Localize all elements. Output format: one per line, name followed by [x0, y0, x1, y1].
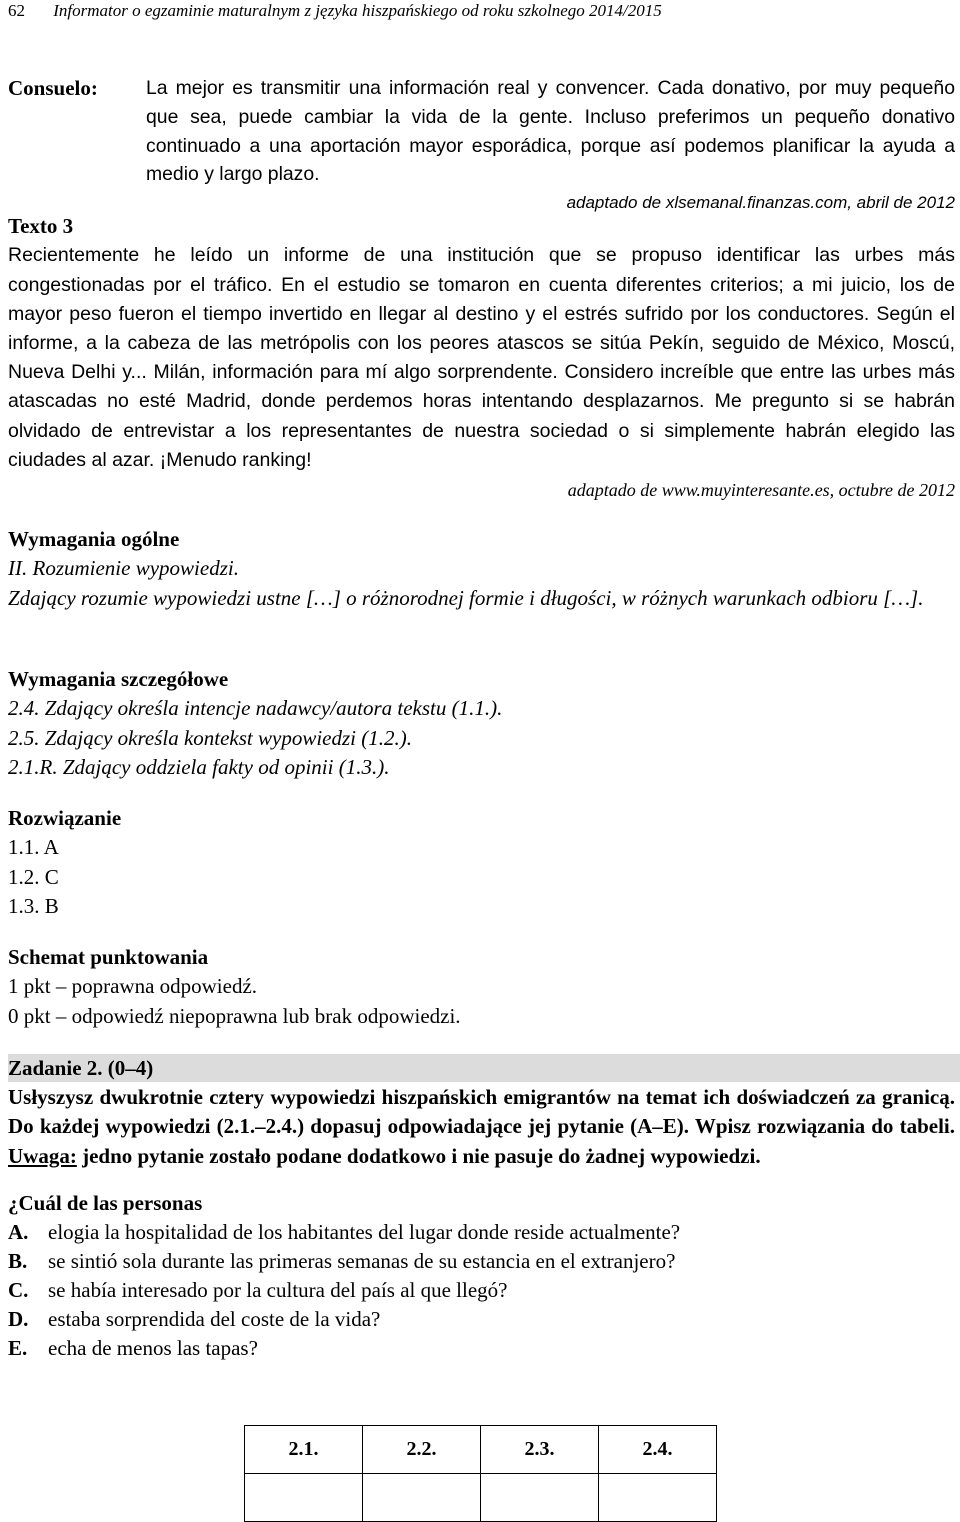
- section-title: Rozwiązanie: [8, 806, 122, 830]
- option-text: se había interesado por la cultura del país al que llegó?: [48, 1278, 508, 1303]
- requirements-detailed: [8, 665, 955, 782]
- option-a: [8, 1218, 955, 1247]
- requirement-item: 2.4. Zdający określa intencje nadawcy/autora tekstu (1.1.).: [8, 696, 503, 721]
- source-italic: adaptado de xlsemanal.finanzas.: [566, 193, 816, 213]
- answer-input-cell[interactable]: [363, 1474, 481, 1522]
- answer-header-cell: 2.4.: [599, 1426, 717, 1474]
- source-plain: es, octubre de 2012: [814, 479, 955, 500]
- requirement-line: Zdający rozumie wypowiedzi ustne […] o różnorodnej formie i długości, w różnych warunkach odbioru […].: [8, 585, 924, 610]
- answer-table-header-row: [245, 1426, 717, 1474]
- task2-section: [8, 1054, 955, 1363]
- scoring-item: 0 pkt – odpowiedź niepoprawna lub brak odpowiedzi.: [8, 1003, 461, 1028]
- source-plain: com, abril de 2012: [815, 193, 955, 213]
- instr-text: Usłyszysz dwukrotnie cztery wypowiedzi hiszpańskich emigrantów na temat ich doświadczeń za granicą. Do każdej wypowiedzi (2.1.–2.4.) dopasuj odpowiadające jej pytanie (A–E). Wpisz rozwiązania do tabeli.: [8, 1085, 955, 1139]
- consuelo-block: [8, 74, 955, 214]
- note-label: Uwaga:: [8, 1143, 77, 1168]
- answer-table: [244, 1425, 717, 1522]
- solution-item: 1.2. C: [8, 864, 59, 889]
- scoring-section: [8, 943, 955, 1031]
- requirements-general: [8, 525, 955, 613]
- answer-header-cell: 2.3.: [481, 1426, 599, 1474]
- option-letter: B.: [8, 1249, 28, 1274]
- consuelo-source: [8, 192, 955, 214]
- answer-input-row: [245, 1474, 717, 1522]
- option-text: estaba sorprendida del coste de la vida?: [48, 1307, 381, 1332]
- option-letter: A.: [8, 1220, 29, 1245]
- option-letter: E.: [8, 1336, 28, 1361]
- answer-header-cell: 2.1.: [245, 1426, 363, 1474]
- answer-header-cell: 2.2.: [363, 1426, 481, 1474]
- texto3-section: [8, 212, 955, 501]
- scoring-item: 1 pkt – poprawna odpowiedź.: [8, 974, 258, 999]
- answer-input-cell[interactable]: [599, 1474, 717, 1522]
- instr-text: jedno pytanie zostało podane dodatkowo i nie pasuje do żadnej wypowiedzi.: [76, 1143, 761, 1168]
- section-title: Wymagania szczegółowe: [8, 667, 229, 691]
- solution-item: 1.3. B: [8, 893, 59, 918]
- task-header: Zadanie 2. (0–4): [8, 1054, 960, 1082]
- option-text: se sintió sola durante las primeras semanas de su estancia en el extranjero?: [48, 1249, 676, 1274]
- requirement-line: II. Rozumienie wypowiedzi.: [8, 556, 239, 581]
- page-header: [8, 0, 955, 22]
- solution-item: 1.1. A: [8, 835, 59, 860]
- texto3-source: [8, 479, 955, 501]
- option-d: [8, 1305, 955, 1334]
- running-title: Informator o egzaminie maturalnym z języka hiszpańskiego od roku szkolnego 2014/2015: [53, 1, 662, 20]
- section-title: Wymagania ogólne: [8, 527, 180, 551]
- source-italic: adaptado de www.muyinteresante.: [567, 479, 815, 500]
- page-number: 62: [8, 1, 25, 20]
- option-text: echa de menos las tapas?: [48, 1336, 258, 1361]
- section-title: Schemat punktowania: [8, 945, 209, 969]
- task-instructions: [8, 1083, 955, 1171]
- option-c: [8, 1276, 955, 1305]
- texto3-body: Recientemente he leído un informe de una institución que se propuso identificar las urbes más congestionadas por el tráfico. En el estudio se tomaron en cuenta diferentes criterios; a mi juicio, los de mayor peso fueron el tiempo invertido en llegar al destino y el estrés sufrido por los conductores. Según el informe, a la cabeza de las metrópolis con los peores atascos se sitúa Pekín, seguido de México, Moscú, Nueva Delhi y... Milán, información para mí algo sorprendente. Considero increíble que entre las urbes más atascadas no esté Madrid, donde perdemos horas intentando desplazarnos. Me pregunto si se habrán olvidado de entrevistar a los representantes de nuestra sociedad o si simplemente habrán elegido las ciudades al azar. ¡Menudo ranking!: [8, 244, 955, 471]
- answer-input-cell[interactable]: [245, 1474, 363, 1522]
- speaker-label: Consuelo:: [8, 76, 98, 100]
- option-letter: C.: [8, 1278, 29, 1303]
- consuelo-text: La mejor es transmitir una información real y convencer. Cada donativo, por muy pequeño que sea, puede cambiar la vida de la gente. Incluso preferimos un pequeño donativo continuado a una aportación mayor esporádica, porque así podemos planificar la ayuda a medio y largo plazo.: [146, 77, 955, 186]
- option-e: [8, 1334, 955, 1363]
- question-intro: ¿Cuál de las personas: [8, 1190, 203, 1215]
- solution-section: [8, 804, 955, 921]
- requirement-item: 2.1.R. Zdający oddziela fakty od opinii (1.3.).: [8, 754, 390, 779]
- option-letter: D.: [8, 1307, 29, 1332]
- option-text: elogia la hospitalidad de los habitantes del lugar donde reside actualmente?: [48, 1220, 681, 1245]
- texto3-title: Texto 3: [8, 214, 74, 238]
- requirement-item: 2.5. Zdający określa kontekst wypowiedzi (1.2.).: [8, 725, 412, 750]
- option-b: [8, 1247, 955, 1276]
- answer-input-cell[interactable]: [481, 1474, 599, 1522]
